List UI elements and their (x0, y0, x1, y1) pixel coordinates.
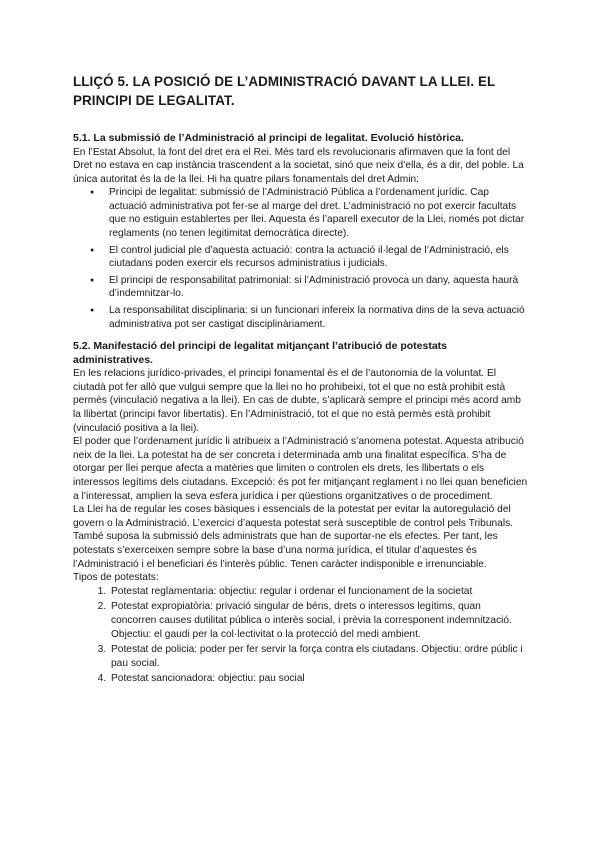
section-2-heading: 5.2. Manifestació del principi de legalitat mitjançant l’atribució de potestats administratives. (73, 340, 448, 366)
section-2-paragraph: La Llei ha de regular les coses bàsiques i essencials de la potestat per evitar la autoregulació del govern o la Administració. L’exercici d’aquesta potestat serà susceptible de control pels Tribunals. També suposa la submissió dels administrats que han de suportar-ne els efectes. Per tant, les potestats s’exerceixen sempre sobre la base d’una norma jurídica, el titular d’aquestes és l’Administració i el beneficiari és l’interès públic. Tenen caràcter indisponible e irrenunciable. (73, 504, 514, 570)
list-item: 2. Potestat expropiatòria: privació singular de béns, drets o interessos legítims, quan concorren causes dutilitat pública o interès social, i prèvia la corresponent indemnització. Objectiu: el gaudi per la col·lectivitat o la protecció del medi ambient. (109, 600, 528, 641)
list-item: 3. Potestat de policia: poder per fer servir la força contra els ciutadans. Objectiu: ordre públic i pau social. (109, 643, 528, 670)
pillars-list (73, 186, 528, 331)
list-item: 4. Potestat sancionadora: objectiu: pau social (109, 672, 528, 686)
section-1-heading: 5.1. La submissió de l’Administració al principi de legalitat. Evolució històrica. (73, 132, 464, 144)
list-item: ● El control judicial ple d’aquesta actuació: contra la actuació il·legal de l’Administració, els ciutadans poden exercir els recursos administratius i judicials. (109, 244, 528, 271)
potestat-types-list (73, 585, 528, 686)
list-item: ● Principi de legalitat: submissió de l’Administració Pública a l’ordenament jurídic. Cap actuació administrativa pot fer-se al marge del dret. L’administració no pot exercir facultats que no estiguin establertes per llei. Aquesta és l’aparell executor de la Llei, només pot dictar reglaments (no tenen legitimitat democràtica directe). (109, 186, 528, 240)
list-item: ● El principi de responsabilitat patrimonial: si l’Administració provoca un dany, aquesta haurà d’indemnitzar-lo. (109, 274, 528, 301)
potestat-types-label: Tipos de potestats: (73, 572, 159, 584)
list-item: 1. Potestat reglamentaria: objectiu: regular i ordenar el funcionament de la societat (109, 585, 528, 599)
list-item: ● La responsabilitat disciplinaria: si un funcionari infereix la normativa dins de la seva actuació administrativa pot ser castigat disciplinàriament. (109, 304, 528, 331)
lesson-title: LLIÇÓ 5. LA POSICIÓ DE L’ADMINISTRACIÓ DAVANT LA LLEI. EL PRINCIPI DE LEGALITAT. (73, 74, 496, 108)
section-2-paragraph: El poder que l’ordenament jurídic li atribueix a l’Administració s’anomena potestat. Aquesta atribució neix de la llei. La potestat ha de ser concreta i determinada amb una finalitat específica. S’ha de otorgar per llei perque afecta a matèries que limiten o controlen els drets, les llibertats o els interessos legítims dels ciutadans. Excepció: és pot fer mitjançant reglament i no llei quan beneficien a l’interessat, amplien la seva esfera jurídica i per qüestions organitzatives o de procediment. (73, 436, 528, 502)
section-2-paragraph: En les relacions jurídico-privades, el principi fonamental és el de l’autonomia de la voluntat. El ciutadà pot fer allò que vulgui sempre que la llei no ho prohibeixi, tot el que no està prohibit està permès (vinculació negativa a la llei). En cas de dubte, s’aplicarà sempre el principi més acord amb la llibertat (principi favor libertatis). En l’Administració, tot el que no està permès està prohibit (vinculació positiva a la llei). (73, 368, 521, 434)
document-page (73, 72, 528, 688)
section-1-intro: En l’Estat Absolut, la font del dret era el Rei. Més tard els revolucionaris afirmaven que la font del Dret no estava en cap instància trascendent a la societat, sinó que neix d’ella, és a dir, del poble. La única autoritat és la de la llei. Hi ha quatre pilars fonamentals del dret Admin: (73, 146, 524, 185)
